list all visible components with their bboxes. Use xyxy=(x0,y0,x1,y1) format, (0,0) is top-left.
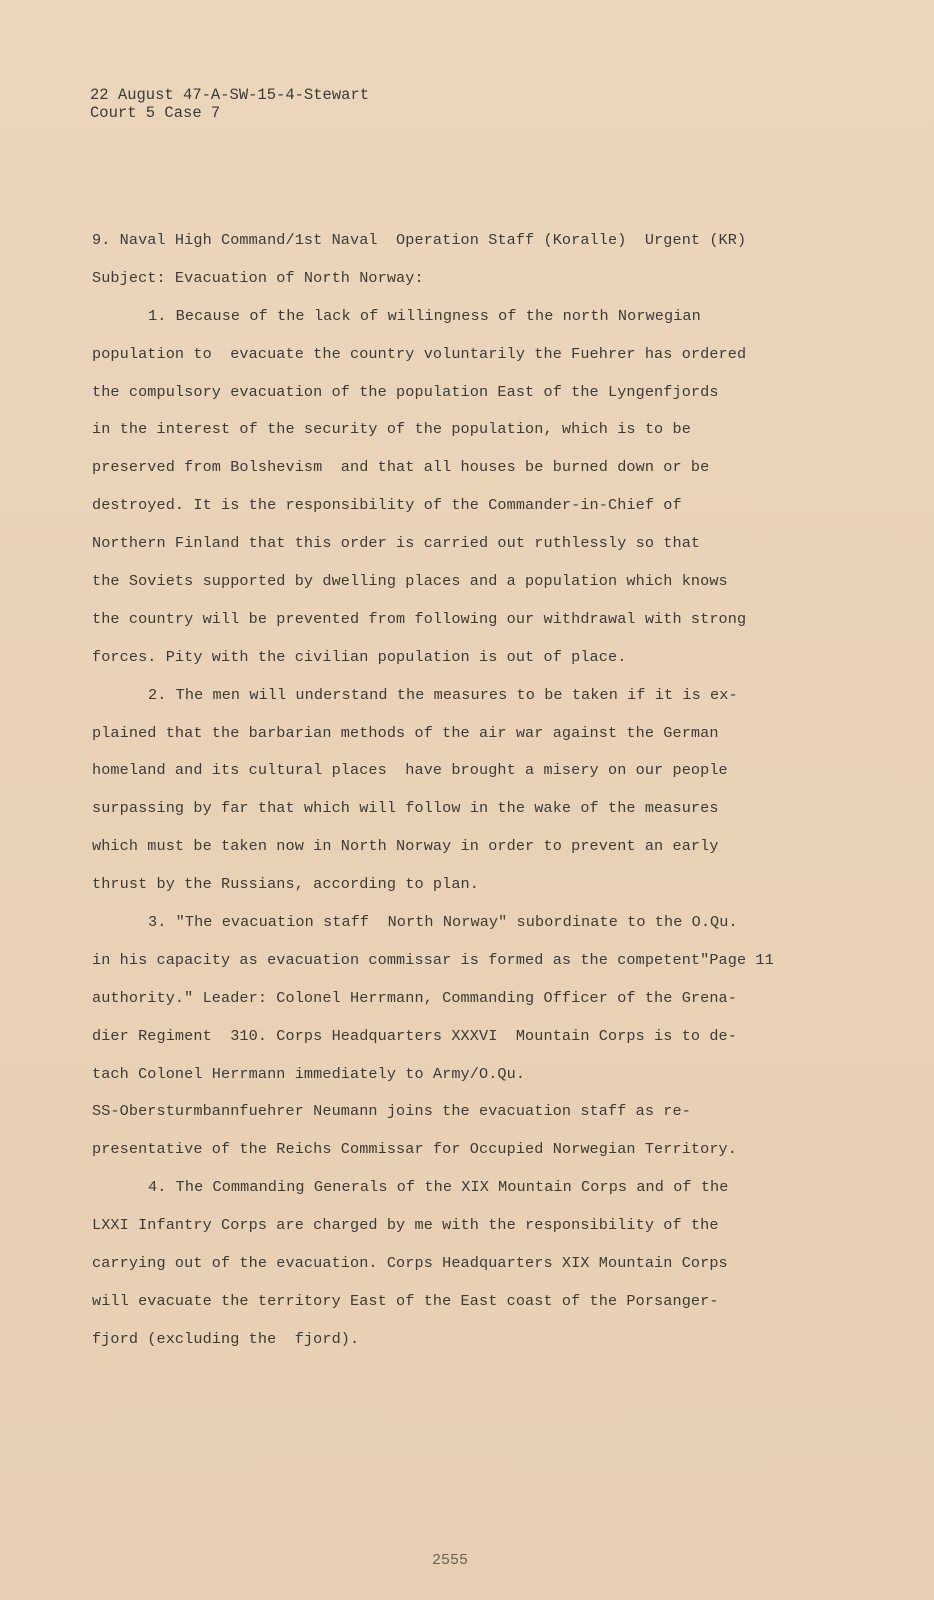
text-line: Subject: Evacuation of North Norway: xyxy=(92,268,424,287)
text-line: the compulsory evacuation of the population East of the Lyngenfjords xyxy=(92,382,719,401)
text-line: which must be taken now in North Norway in order to prevent an early xyxy=(92,837,719,856)
text-line: Northern Finland that this order is carried out ruthlessly so that xyxy=(92,534,701,553)
text-line: forces. Pity with the civilian population is out of place. xyxy=(92,647,627,666)
header-line-date-reference: 22 August 47-A-SW-15-4-Stewart xyxy=(90,86,370,104)
text-line: preserved from Bolshevism and that all houses be burned down or be xyxy=(92,458,710,477)
document-body xyxy=(92,222,774,1359)
document-header xyxy=(90,86,369,122)
text-line: 1. Because of the lack of willingness of the north Norwegian xyxy=(148,306,701,325)
text-line: surpassing by far that which will follow in the wake of the measures xyxy=(92,799,719,818)
text-line: in his capacity as evacuation commissar is formed as the competent"Page 11 xyxy=(92,950,774,969)
header-line-court-case: Court 5 Case 7 xyxy=(90,104,221,122)
text-line: SS-Obersturmbannfuehrer Neumann joins the evacuation staff as re- xyxy=(92,1102,691,1121)
text-line: thrust by the Russians, according to plan. xyxy=(92,875,479,894)
text-line: presentative of the Reichs Commissar for Occupied Norwegian Territory. xyxy=(92,1140,737,1159)
text-line: fjord (excluding the fjord). xyxy=(92,1329,360,1348)
text-line: the country will be prevented from following our withdrawal with strong xyxy=(92,609,747,628)
text-line: in the interest of the security of the population, which is to be xyxy=(92,420,691,439)
text-line: will evacuate the territory East of the East coast of the Porsanger- xyxy=(92,1291,719,1310)
text-line: the Soviets supported by dwelling places and a population which knows xyxy=(92,572,728,591)
text-line: population to evacuate the country voluntarily the Fuehrer has ordered xyxy=(92,344,747,363)
text-line: authority." Leader: Colonel Herrmann, Commanding Officer of the Grena- xyxy=(92,988,737,1007)
text-line: 9. Naval High Command/1st Naval Operation Staff (Koralle) Urgent (KR) xyxy=(92,231,747,249)
text-line: LXXI Infantry Corps are charged by me with the responsibility of the xyxy=(92,1216,719,1235)
page-number: 2555 xyxy=(432,1552,469,1569)
text-line: carrying out of the evacuation. Corps Headquarters XIX Mountain Corps xyxy=(92,1254,728,1273)
text-line: 2. The men will understand the measures to be taken if it is ex- xyxy=(148,685,738,704)
text-line: tach Colonel Herrmann immediately to Army/O.Qu. xyxy=(92,1064,526,1083)
text-line: 3. "The evacuation staff North Norway" subordinate to the O.Qu. xyxy=(148,913,738,932)
text-line: destroyed. It is the responsibility of the Commander-in-Chief of xyxy=(92,496,682,515)
text-line: dier Regiment 310. Corps Headquarters XXXVI Mountain Corps is to de- xyxy=(92,1026,737,1045)
text-line: homeland and its cultural places have brought a misery on our people xyxy=(92,761,728,780)
text-line: plained that the barbarian methods of the air war against the German xyxy=(92,723,719,742)
text-line: 4. The Commanding Generals of the XIX Mountain Corps and of the xyxy=(148,1178,729,1197)
